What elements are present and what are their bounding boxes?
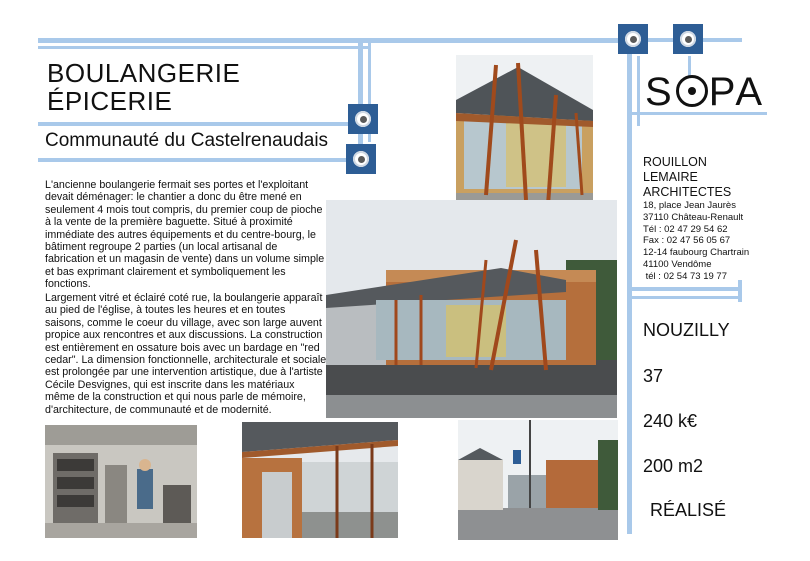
architect-line: ROUILLON [643, 155, 707, 169]
logo-target-o-icon [676, 75, 708, 107]
photo-main-building [326, 200, 617, 418]
address-line: Tél : 02 47 29 54 62 [643, 223, 728, 235]
project-department: 37 [643, 366, 664, 386]
top-horizontal-line [38, 38, 620, 43]
address-line: Fax : 02 47 56 05 67 [643, 235, 731, 247]
subtitle: Communauté du Castelrenaudais [45, 130, 329, 151]
project-town: NOUZILLY [643, 320, 730, 340]
address-line: tél : 02 54 73 19 77 [643, 270, 727, 282]
photo-street-view [458, 420, 618, 540]
target-icon [673, 24, 703, 54]
target-icon [348, 104, 378, 134]
project-area: 200 m2 [643, 456, 704, 476]
architects-address [643, 200, 749, 283]
address-line: 37110 Château-Renault [643, 211, 744, 223]
paragraph-2: Largement vitré et éclairé coté rue, la boulangerie apparaît au pied de l'église, à toutes les heures et en toutes saisons, comme le coeur du village, avec son large auvent propice aux rencontres et aux discussions. La construction est entièrement en ossature bois avec un bardage en "red cedar". La dimension fonctionnelle, architecturale et sociale est prolongée par une intervention artistique, due à l'artiste Cécile Desvignes, qui est inscrite dans les matériaux même de la construction et qui nous parle de mémoire, d'architecture, de communauté et de modernité. [45, 292, 327, 416]
architects-name [643, 155, 731, 200]
title-line1: BOULANGERIE [47, 58, 241, 88]
top-horizontal-line-left [38, 46, 368, 49]
target-icon [346, 144, 376, 174]
right-horizontal-line [632, 287, 742, 291]
scopa-logo: S PA [645, 70, 766, 114]
project-cost: 240 k€ [643, 411, 698, 431]
target-icon [618, 24, 648, 54]
right-horizontal-line-2 [632, 296, 742, 299]
project-status: RÉALISÉ [650, 500, 727, 520]
photo-bakery-interior [45, 425, 197, 538]
right-vertical-line-2 [637, 56, 640, 126]
architect-line: ARCHITECTES [643, 185, 732, 199]
title-line2: ÉPICERIE [47, 86, 173, 116]
subtitle-underline [38, 122, 360, 126]
address-line: 12-14 faubourg Chartrain [643, 247, 750, 259]
right-vertical-line-4 [738, 280, 742, 302]
photo-canopy-side [242, 422, 398, 538]
address-line: 41100 Vendôme [643, 258, 712, 270]
architect-line: LEMAIRE [643, 170, 698, 184]
paragraph-1: L'ancienne boulangerie fermait ses portes et l'exploitant devait déménager: le chantier a donc du être mené en seulement 4 mois tout compris, du premier coup de pioche à la vente de la première baguette. Situé à proximité immédiate des autres équipements et du centre-bourg, le bâtiment regroupe 2 parties (un local artisanal de fabrication et un magasin de vente) dans un volume simple et bas exprimant clairement et symboliquement les fonctions. [45, 179, 325, 291]
address-line: 18, place Jean Jaurès [643, 200, 736, 211]
photo-canopy-entrance [456, 55, 593, 224]
middle-horizontal-line [38, 158, 360, 162]
